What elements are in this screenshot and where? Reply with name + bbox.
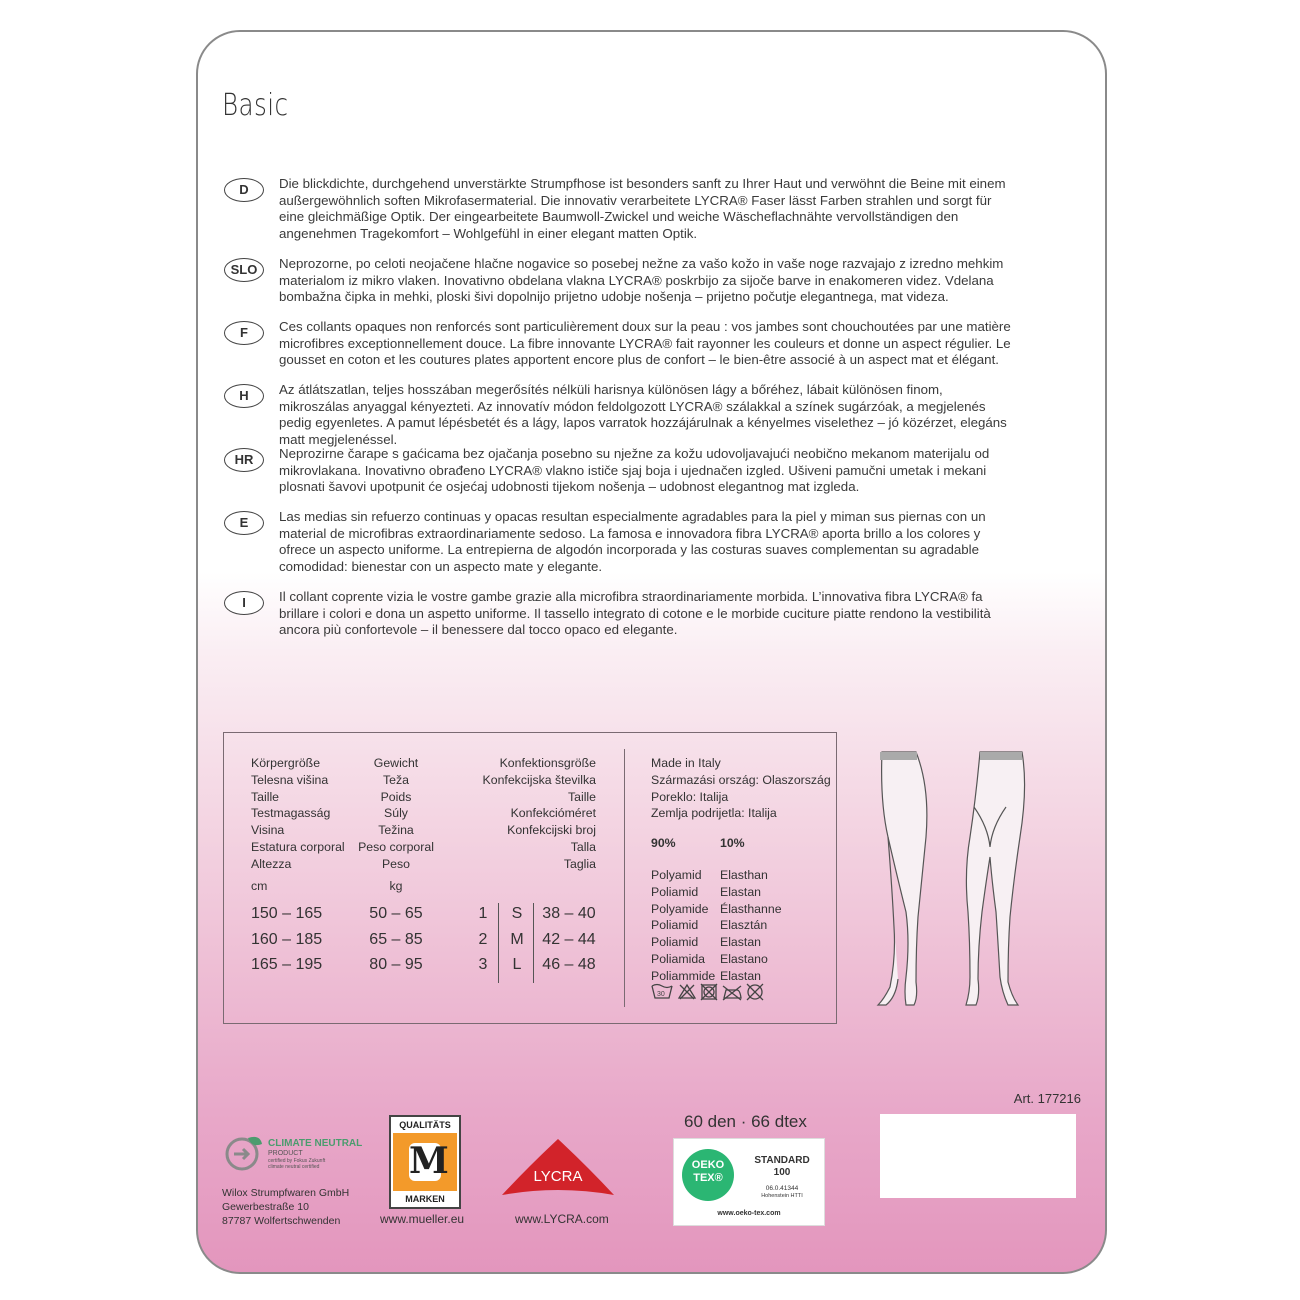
no-tumble-dry-icon: [701, 984, 717, 1000]
back-waistband: [980, 752, 1022, 760]
no-bleach-icon: [679, 985, 695, 999]
mueller-qualitaets-marken-logo: QUALITÄTS M MARKEN: [389, 1115, 461, 1209]
description-text: Neprozorne, po celoti neojačene hlačne nogavice so posebej nežne za vašo kožo in vaše noge razvajajo z izredno mehkim materialom iz mikro vlaken. Inovativno obdelana vlakna LYCRA® poskrbijo za sijoče barve in enakomeren videz. Vdelana bombažna čipka in mehki, ploski šivi dopolnijo prijetno udobje nošenja – prijetno počutje elegantnega, mat videza.: [279, 256, 1004, 305]
composition-materials-1: Polyamid Poliamid Polyamide Poliamid Poliamid Poliamida Poliammide: [651, 868, 716, 983]
composition-materials-2: Elasthan Elastan Élasthanne Elasztán Elastan Elastano Elastan: [720, 868, 782, 983]
conf-sizes: 38 – 40 42 – 44 46 – 48: [542, 905, 596, 973]
table-divider: [624, 749, 625, 1007]
language-badge: H: [224, 384, 264, 408]
no-iron-icon: [723, 986, 741, 1000]
climate-leaf-icon: [222, 1132, 266, 1172]
mueller-flower-icon: M: [393, 1133, 457, 1191]
back-legs-icon: [966, 752, 1025, 1005]
description-slo: [224, 256, 1014, 306]
oeko-tex-label: OEKO TEX® STANDARD 100 06.0.41344 Hohenstein HTTI www.oeko-tex.com: [673, 1138, 825, 1226]
weight-unit: kg: [389, 879, 403, 893]
language-badge: HR: [224, 448, 264, 472]
article-number: Art. 177216: [1013, 1091, 1081, 1106]
description-de: [224, 176, 1014, 242]
language-badge: D: [224, 178, 264, 202]
no-dry-clean-icon: [747, 984, 763, 1000]
description-hr: [224, 446, 1014, 496]
mueller-url: www.mueller.eu: [380, 1212, 465, 1226]
height-labels: Körpergröße Telesna višina Taille Testmagasság Visina Estatura corporal Altezza: [251, 756, 345, 871]
weight-labels: Gewicht Teža Poids Súly Težina Peso corporal Peso: [358, 756, 434, 871]
size-labels: Konfektionsgröße Konfekcijska številka Taille Konfekcióméret Konfekcijski broj Talla Taglia: [482, 756, 596, 871]
language-badge: SLO: [224, 258, 264, 282]
front-waistband: [880, 752, 917, 760]
column-divider: [498, 903, 499, 983]
weight-values: 50 – 65 65 – 85 80 – 95: [369, 905, 423, 973]
product-title: Basic: [222, 88, 289, 123]
description-text: Il collant coprente vizia le vostre gambe grazie alla microfibra straordinariamente morbida. L’innovativa fibra LYCRA® fa brillare i colori e dona un aspetto uniforme. Il tassello integrato di cotone e le morbide cuciture piatte rendono la vestibilità ancora più confortevole – il benessere dal tocco opaco ed elegante.: [279, 589, 991, 638]
description-h: [224, 382, 1014, 448]
wash-30-icon: [652, 985, 672, 999]
company-address: Wilox Strumpfwaren GmbH Gewerbestraße 10 87787 Wolfertschwenden: [222, 1187, 350, 1227]
height-values: 150 – 165 160 – 185 165 – 195: [251, 905, 323, 973]
description-text: Las medias sin refuerzo continuas y opacas resultan especialmente agradables para la piel y miman sus piernas con un material de microfibras extraordinariamente sedoso. La famosa e innovadora fibra LYCRA® aporta brillo a los colores y ofrece un aspecto uniforme. La entrepierna de algodón incorporada y las costuras suaves complementan su agradable comodidad: bienestar con un aspecto mate y elegante.: [279, 509, 986, 574]
packaging-back: Basic D Die blickdichte, durchgehend unverstärkte Strumpfhose ist besonders sanft zu Ihrer Haut und verwöhnt die Beine mit einem außergewöhnlich soften Mikrofasermaterial. Die innovativ verarbeitete LYCRA® Faser lässt Farben strahlen und sorgt für eine gleichmäßige Optik. Der eingearbeitete Baumwoll-Zwickel und weiche Wäscheflachnähte vervollständigen den angenehmen Tragekomfort – Wohlgefühl in einer elegant matten Optik. SLO Neprozorne, po celoti neojačene hlačne nogavice so posebej nežne za vašo kožo in vaše noge razvajajo z izredno mehkim materialom iz mikro vlaken. Inovativno obdelana vlakna LYCRA® poskrbijo za sijoče barve in enakomeren videz. Vdelana bombažna čipka in mehki, ploski šivi dopolnijo prijetno udobje nošenja – prijetno počutje elegantnega, mat videza. F Ces collants opaques non renforcés sont particulièrement doux sur la peau : vos jambes sont chouchoutées par une matière microfibres exceptionnellement douce. La fibre innovante LYCRA® fait rayonner les couleurs et donne un aspect régulier. Le gousset en coton et les coutures plates apportent encore plus de confort – le bien-être associé à un aspect mat et élégant. H Az átlátszatlan, teljes hosszában megerősítés nélküli harisnya különösen lágy a bőréhez, lábait különösen finom, mikroszálas anyaggal kényezteti. Az innovatív módon feldolgozott LYCRA® szálakkal a színek sugárzóak, a megjelenés pedig egyenletes. A pamut lépésbetét és a lágy, lapos varratok hozzájárulnak a kényelmes viselethez – jó közérzet, elegáns matt megjelenéssel. HR Neprozirne čarape s gaćicama bez ojačanja posebno su nježne za kožu udovoljavajući neobično mekanom materijalu od mikrovlakana. Inovativno obrađeno LYCRA® vlakno ističe sjaj boja i ujednačen izgled. Ušiveni pamučni umetak i mekani plosnati šavovi upotpunit će osjećaj udobnosti tijekom nošenja – udobnost elegantnog mat izgleda. E Las medias sin refuerzo continuas y opacas resultan especialmente agradables para la piel y miman sus piernas con un material de microfibras extraordinariamente sedoso. La famosa e innovadora fibra LYCRA® aporta brillo a los colores y ofrece un aspecto uniforme. La entrepierna de algodón incorporada y las costuras suaves complementan su agradable comodidad: bienestar con un aspecto mate y elegante. I Il collant coprente vizia le vostre gambe grazie alla microfibra straordinariamente morbida. L’innovativa fibra LYCRA® fa brillare i colori e dona un aspetto uniforme. Il tassello integrato di cotone e le morbide cuciture piatte rendono la vestibilità ancora più confortevole – il benessere dal tocco opaco ed elegante. Körpergröße Telesna višina Taille Testmagasság Visina Estatura corporal Altezza cm Gewicht Teža Poids Súly Težina Peso corporal Peso kg Konfektionsgröße Konfekcijska številka Taille Konfekcióméret Konfekcijski broj Talla Taglia 150 – 165 160 – 185 165 – 195 50 – 65 65 – 85 80 – 95 1 2 3 S M L 38 – 40 42 – 44 46 – 48 Made in Italy Származási ország: Olaszország Poreklo: Italija Zemlja podrijetla: Italija 90% 10% Polyamid Poliamid Polyamide Poliamid Poliamid Poliamida Poliammide Elasthan Elastan Élasthanne Elasztán Elastan Elastano Elastan 30 Art. 177216 60 den · 66 dtex CLIMATE NEUTRAL PRODUCT certified by Fokus Zukunft climate neutral certified Wilox Strumpfwaren GmbH Gewerbestraße 10 87787 Wolfertschwenden QUALITÄTS M MARKEN www.mueller.eu LYCRA www.LYCRA.com OEKO TEX® STANDARD 100 06.0.41344 Hohenstein HTTI www.oeko-tex.com: [196, 30, 1107, 1274]
description-text: Az átlátszatlan, teljes hosszában megerősítés nélküli harisnya különösen lágy a bőréhez, lábait különösen finom, mikroszálas anyaggal kényezteti. Az innovatív módon feldolgozott LYCRA® szálakkal a színek sugárzóak, a megjelenés pedig egyenletes. A pamut lépésbetét és a lágy, lapos varratok hozzájárulnak a kényelmes viselethez – jó közérzet, elegáns matt megjelenéssel.: [279, 382, 1007, 447]
description-i: [224, 589, 1014, 639]
origin-info: Made in Italy Származási ország: Olaszország Poreklo: Italija Zemlja podrijetla: Italija: [651, 756, 831, 821]
label-area: [880, 1114, 1076, 1198]
lycra-triangle-icon: [498, 1137, 618, 1203]
svg-text:LYCRA: LYCRA: [533, 1168, 583, 1185]
language-badge: F: [224, 321, 264, 345]
language-badge: I: [224, 591, 264, 615]
front-legs-icon: [878, 752, 927, 1005]
svg-text:30: 30: [657, 991, 665, 998]
care-symbols: [651, 981, 777, 1003]
column-divider: [533, 903, 534, 983]
height-unit: cm: [251, 879, 268, 893]
size-letters: S M L: [510, 905, 524, 973]
description-f: [224, 319, 1014, 369]
lycra-logo: [498, 1137, 618, 1208]
lycra-url: www.LYCRA.com: [515, 1212, 609, 1226]
description-text: Die blickdichte, durchgehend unverstärkte Strumpfhose ist besonders sanft zu Ihrer Haut und verwöhnt die Beine mit einem außergewöhnlich soften Mikrofasermaterial. Die innovativ verarbeitete LYCRA® Faser lässt Farben strahlen und sorgt für eine gleichmäßige Optik. Der eingearbeitete Baumwoll-Zwickel und weiche Wäscheflachnähte vervollständigen den angenehmen Tragekomfort – Wohlgefühl in einer elegant matten Optik.: [279, 176, 1006, 241]
composition-pct-1: 90%: [651, 836, 676, 850]
den-info: 60 den · 66 dtex: [684, 1112, 807, 1131]
composition-pct-2: 10%: [720, 836, 745, 850]
size-table: [223, 732, 837, 1024]
size-numbers: 1 2 3: [478, 905, 488, 973]
description-text: Ces collants opaques non renforcés sont particulièrement doux sur la peau : vos jambes sont chouchoutées par une matière microfibres exceptionnellement douce. La fibre innovante LYCRA® fait rayonner les couleurs et donne un aspect régulier. Le gousset en coton et les coutures plates apportent encore plus de confort – le bien-être associé à un aspect mat et élégant.: [279, 319, 1011, 368]
description-text: Neprozirne čarape s gaćicama bez ojačanja posebno su nježne za kožu udovoljavajući neobično mekanom materijalu od mikrovlakana. Inovativno obrađeno LYCRA® vlakno ističe sjaj boja i ujednačen izgled. Ušiveni pamučni umetak i mekani plosnati šavovi upotpunit će osjećaj udobnosti tijekom nošenja – udobnost elegantnog mat izgleda.: [279, 446, 990, 495]
tights-illustration: [870, 747, 1030, 1017]
language-badge: E: [224, 511, 264, 535]
description-e: [224, 509, 1014, 575]
